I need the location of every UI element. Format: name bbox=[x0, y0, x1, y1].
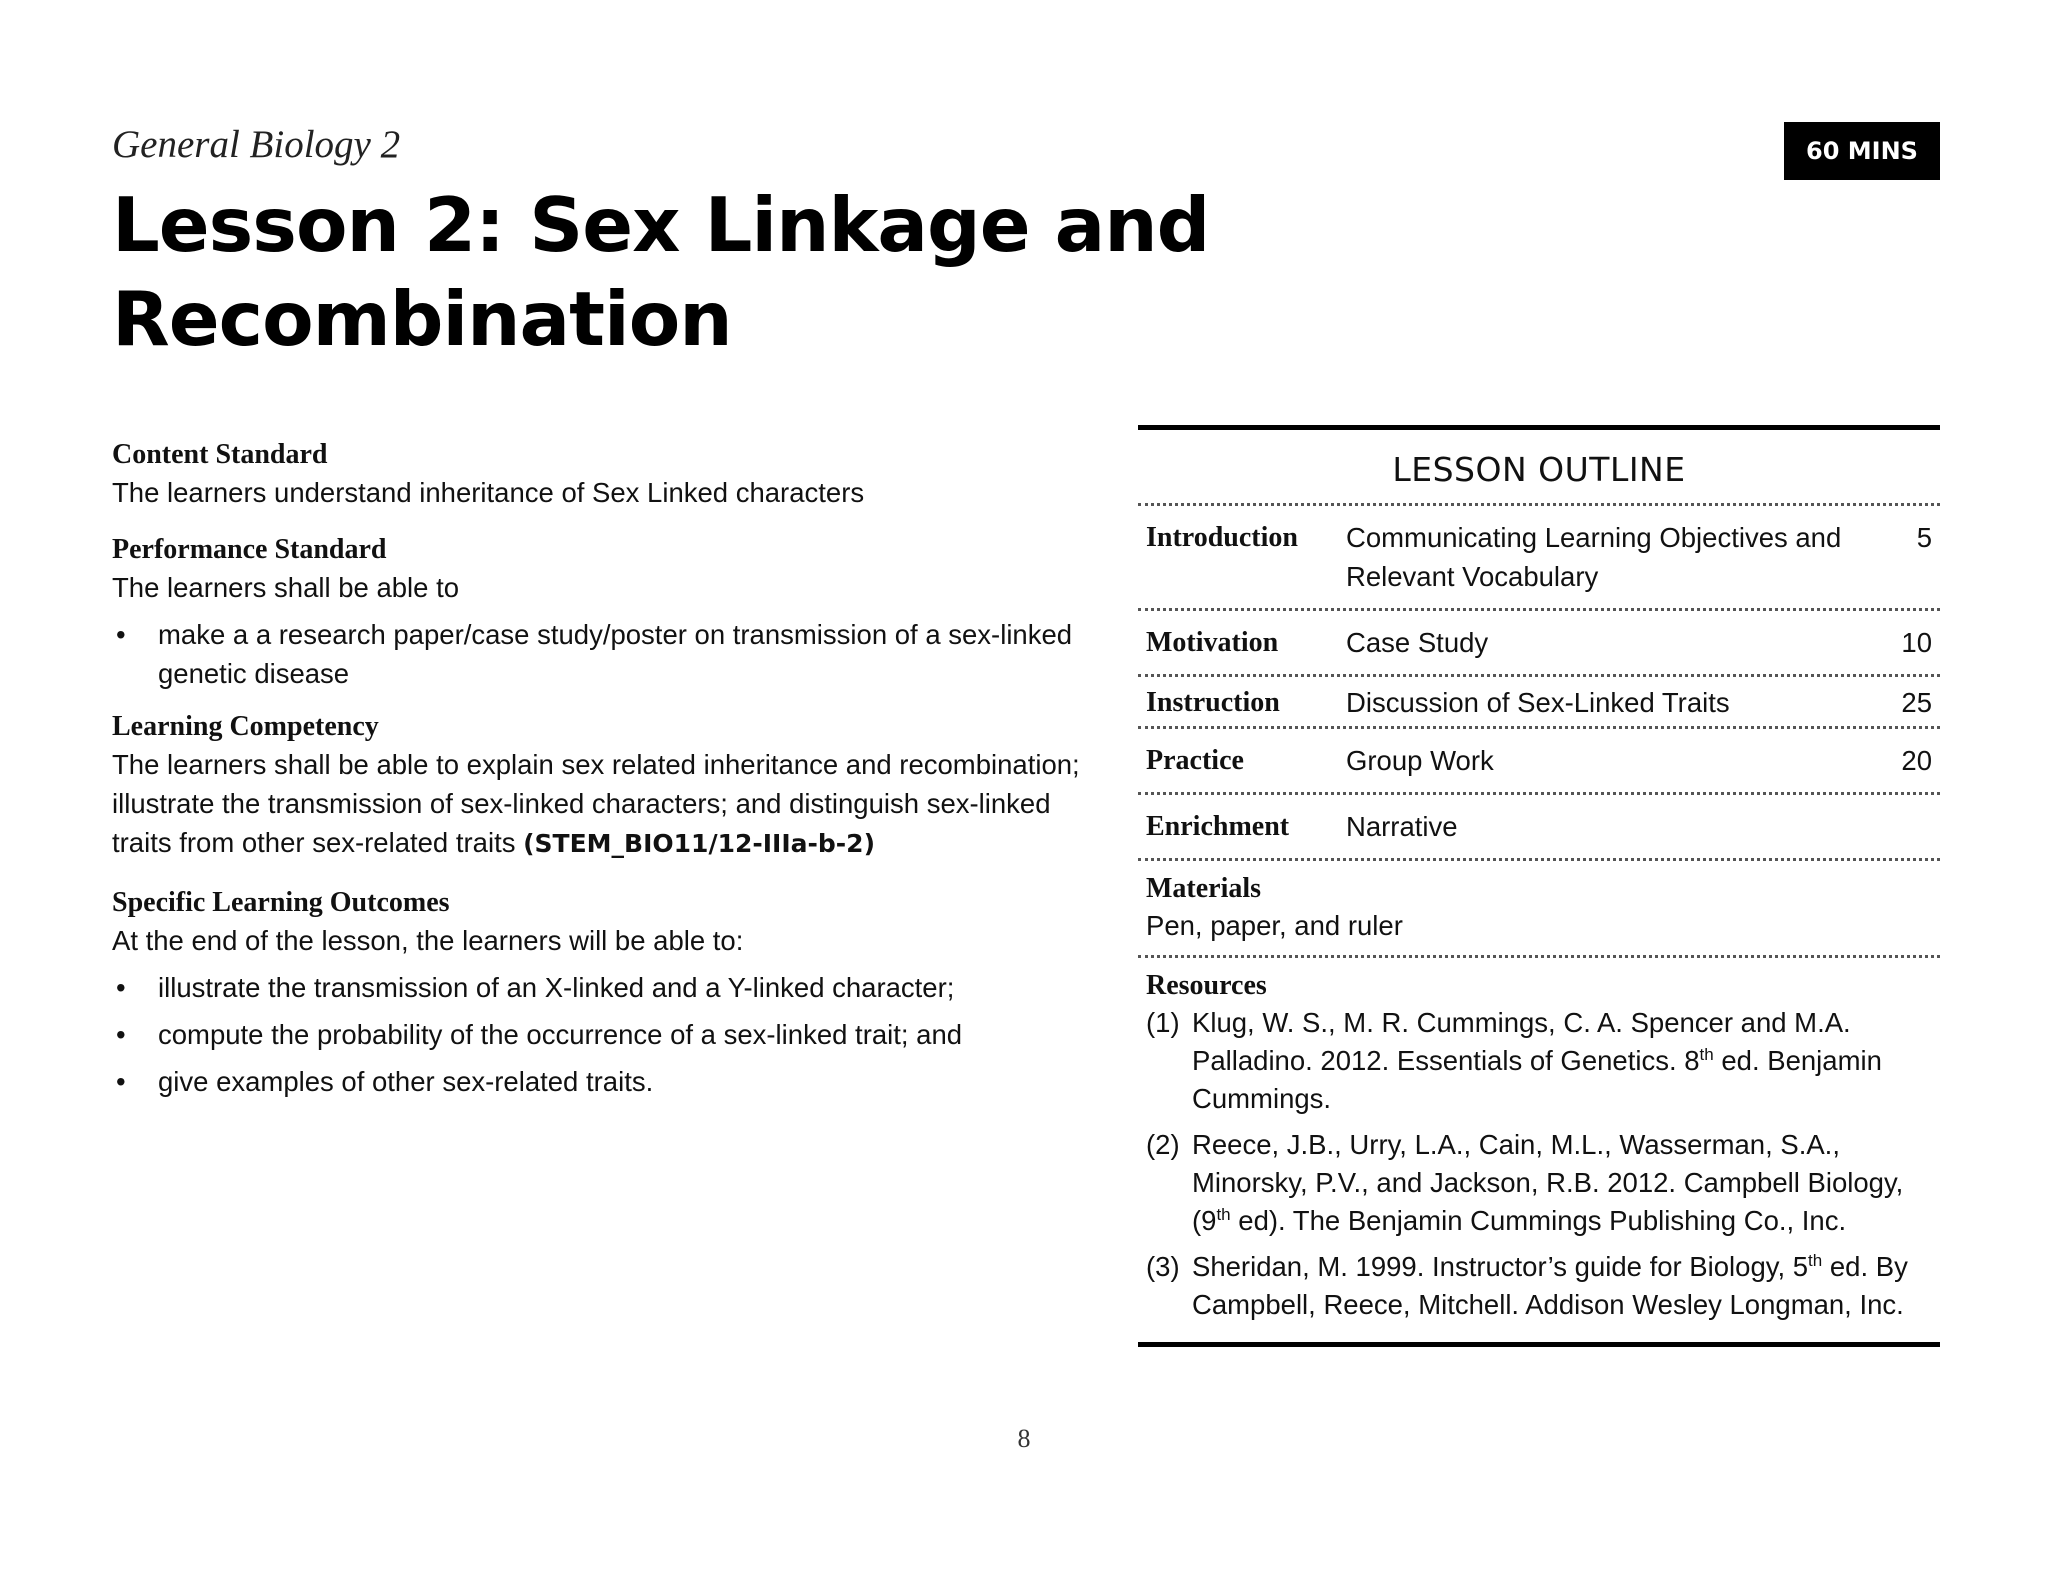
outline-phase: Practice bbox=[1146, 745, 1244, 776]
performance-standard-text: The learners shall be able to bbox=[112, 572, 460, 603]
lesson-outline-box bbox=[1138, 425, 1940, 1347]
outline-activity: Group Work bbox=[1346, 745, 1494, 776]
bullet-text: make a a research paper/case study/poster on transmission of a sex-linked genetic disease bbox=[158, 619, 1073, 689]
resource-item bbox=[1146, 1126, 1932, 1240]
learning-competency-text bbox=[112, 745, 1112, 863]
resource-sup: th bbox=[1808, 1250, 1823, 1270]
learning-competency-section bbox=[112, 709, 1112, 863]
list-item bbox=[112, 1062, 1112, 1101]
outline-row bbox=[1138, 506, 1940, 611]
outline-activity: Discussion of Sex-Linked Traits bbox=[1346, 687, 1730, 718]
resource-text: Sheridan, M. 1999. Instructor’s guide for Biology, 5 bbox=[1192, 1251, 1809, 1282]
lesson-standards bbox=[112, 437, 1112, 1117]
duration-badge: 60 MINS bbox=[1784, 122, 1940, 180]
outline-activity: Narrative bbox=[1346, 811, 1458, 842]
resource-text: Klug, W. S., M. R. Cummings, C. A. Spencer and M.A. Palladino. 2012. Essentials of Genetics. 8 bbox=[1192, 1007, 1851, 1076]
outline-phase: Introduction bbox=[1146, 522, 1298, 553]
competency-code: (STEM_BIO11/12-IIIa-b-2) bbox=[523, 829, 875, 858]
lesson-outline-title: LESSON OUTLINE bbox=[1138, 430, 1940, 506]
outcomes-heading: Specific Learning Outcomes bbox=[112, 887, 450, 918]
outline-minutes: 20 bbox=[1901, 745, 1932, 776]
lesson-title: Lesson 2: Sex Linkage and Recombination bbox=[112, 181, 1210, 363]
resources-section bbox=[1138, 958, 1940, 1342]
materials-text: Pen, paper, and ruler bbox=[1146, 910, 1403, 941]
content-standard-section bbox=[112, 437, 1112, 512]
subject-title: General Biology 2 bbox=[112, 123, 401, 166]
outcomes-text: At the end of the lesson, the learners will be able to: bbox=[112, 925, 744, 956]
bullet-icon: • bbox=[116, 1019, 126, 1050]
content-standard-text: The learners understand inheritance of Sex Linked characters bbox=[112, 477, 865, 508]
outline-activity: Case Study bbox=[1346, 627, 1489, 658]
outline-minutes bbox=[1872, 807, 1932, 846]
performance-bullets bbox=[112, 615, 1112, 693]
bullet-text: compute the probability of the occurrence of a sex-linked trait; and bbox=[158, 1019, 963, 1050]
resource-text: ed). The Benjamin Cummings Publishing Co., Inc. bbox=[1230, 1205, 1847, 1236]
bullet-icon: • bbox=[116, 972, 126, 1003]
resources-heading: Resources bbox=[1146, 970, 1267, 1001]
bullet-icon: • bbox=[116, 619, 126, 650]
outline-phase: Instruction bbox=[1146, 687, 1280, 718]
list-item bbox=[112, 1015, 1112, 1054]
outline-row bbox=[1138, 611, 1940, 677]
resources-list bbox=[1146, 1004, 1932, 1324]
outline-phase: Enrichment bbox=[1146, 811, 1290, 842]
outcome-bullets bbox=[112, 968, 1112, 1101]
performance-standard-heading: Performance Standard bbox=[112, 534, 387, 565]
outcomes-section bbox=[112, 885, 1112, 1101]
bullet-icon: • bbox=[116, 1066, 126, 1097]
outline-minutes: 10 bbox=[1901, 627, 1932, 658]
outline-activity: Communicating Learning Objectives and Relevant Vocabulary bbox=[1346, 522, 1842, 592]
list-item bbox=[112, 968, 1112, 1007]
outline-minutes: 5 bbox=[1916, 522, 1932, 553]
content-standard-heading: Content Standard bbox=[112, 439, 328, 470]
performance-standard-section bbox=[112, 532, 1112, 693]
outline-row bbox=[1138, 677, 1940, 729]
resource-text: ed. By Campbell, Reece, Mitchell. Addison Wesley Longman, Inc. bbox=[1192, 1251, 1908, 1320]
outline-phase: Motivation bbox=[1146, 627, 1279, 658]
learning-competency-heading: Learning Competency bbox=[112, 711, 379, 742]
bullet-text: illustrate the transmission of an X-linked and a Y-linked character; bbox=[158, 972, 955, 1003]
resource-number: (3) bbox=[1146, 1251, 1180, 1282]
list-item bbox=[112, 615, 1112, 693]
resource-number: (1) bbox=[1146, 1007, 1180, 1038]
materials-section bbox=[1138, 861, 1940, 958]
resource-number: (2) bbox=[1146, 1129, 1180, 1160]
resource-text: Reece, J.B., Urry, L.A., Cain, M.L., Wasserman, S.A., Minorsky, P.V., and Jackson, R.B. 2012. Campbell Biology, (9 bbox=[1192, 1129, 1904, 1236]
competency-text: The learners shall be able to explain sex related inheritance and recombination; illustrate the transmission of sex-linked characters; and distinguish sex-linked traits from other sex-related traits bbox=[112, 749, 1080, 858]
resource-item bbox=[1146, 1248, 1932, 1324]
resource-sup: th bbox=[1699, 1044, 1714, 1064]
outline-row bbox=[1138, 729, 1940, 795]
outline-row bbox=[1138, 795, 1940, 861]
bullet-text: give examples of other sex-related traits. bbox=[158, 1066, 654, 1097]
resource-sup: th bbox=[1216, 1204, 1231, 1224]
page-number: 8 bbox=[1017, 1424, 1031, 1453]
resource-item bbox=[1146, 1004, 1932, 1118]
resource-text: ed. Benjamin Cummings. bbox=[1192, 1045, 1882, 1114]
outline-minutes: 25 bbox=[1901, 687, 1932, 718]
materials-heading: Materials bbox=[1146, 873, 1262, 904]
